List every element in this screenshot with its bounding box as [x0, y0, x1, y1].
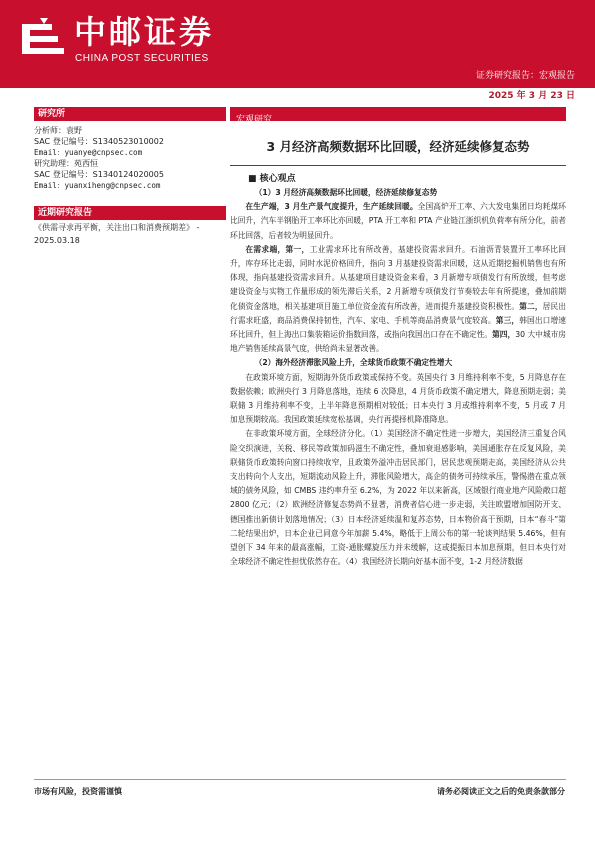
paragraph-policy: 在政策环境方面，短期海外货币政策或保持不变。英国央行 3 月维持利率不变，5 月降息存在数据依赖；欧洲央行 3 月降息落地，连续 6 次降息，4 月货币政策不确定增大，降息预期走弱；美联储 3 月维持利率不变，上半年降息预期相对较低；日本央行 3 月或维持利率不变，5 月或 7 月加息预期较高。我国政策延续宽松基调，央行再提择机降准降息。	[230, 372, 566, 425]
sidebar-recent	[34, 206, 226, 247]
china-post-logo-icon	[18, 16, 68, 60]
researchers-title: 研究所	[34, 107, 226, 121]
footer-disclaimer-note: 请务必阅读正文之后的免责条款部分	[437, 787, 565, 796]
footer-risk-note: 市场有风险，投资需谨慎	[34, 787, 122, 796]
assistant-email[interactable]: Email：yuanxiheng@cnpsec.com	[34, 181, 161, 190]
report-date: 2025 年 3 月 23 日	[488, 91, 575, 101]
footer-divider	[34, 779, 566, 780]
article-body	[230, 186, 566, 569]
core-heading: ■ 核心观点	[248, 174, 296, 184]
section-label-text: 宏观研究	[236, 115, 273, 125]
page-title: 3 月经济高频数据环比回暖，经济延续修复态势	[266, 139, 530, 154]
paragraph-non-policy: 在非政策环境方面，全球经济分化。（1）美国经济不确定性进一步增大，美国经济三重复合风险交织演进，关税、移民等政策加码滋生不确定性，叠加衰退感影响，美国通胀存在反复风险，美联储货币政策转向窗口持续收窄，且政策外溢冲击居民部门，居民悲观预期走高，美国经济从公共支出转向个人支出，短期流动风险上升，滞胀风险增大，高企的债务可持续承压，警惕潜在重点领域的债务风险，如 CMBS 违约率升至 6.2%，为 2022 年以来新高，区域银行商业地产风险敞口超 2800 亿元；（2）欧洲经济修复态势尚不显著，消费者信心进一步走弱，关注欧盟增加国防开支、德国推出新债计划落地情况；（3）日本经济延续温和复苏态势，日本物价高于预期，日本“春斗”第二轮结果出炉，日本企业已同意今年加薪 5.4%，略低于上周公布的第一轮谈判结果 5.46%，但有望创下 34 年来的最高涨幅，工资-通胀螺旋压力并未缓解，这或提振日本加息预期，但日本央行对全球经济不确定性担忧依然存在。（4）我国经济长期向好基本面不变，1-2 月经济数据	[230, 429, 566, 567]
analyst-sac: SAC 登记编号：S1340523010002	[34, 137, 164, 146]
section-label	[230, 107, 566, 125]
report-type: 证券研究报告：宏观报告	[475, 71, 575, 81]
paragraph-production: 在生产端，3 月生产景气度提升，生产延续回暖。全国高炉开工率、六大发电集团日均耗煤环比回升，汽车半钢胎开工率环比亦回暖，PTA 开工率和 PTA 产业链江浙织机负荷率有所分化，前者环比回落，后者较为明显回升。	[230, 202, 566, 240]
paragraph-demand: 在需求端，第一，工业需求环比有所改善，基建投资需求回升。石油沥青装置开工率环比回升，库存环比走弱，同时水泥价格回升，指向 3 月基建投资需求回暖，这从近期挖掘机销售也有所体现，指向基建投资需求回升。从基建项目建设资金来看，3 月新增专项债发行有所放缓，但考虑建设资金与实物工作量形成的领先滞后关系，2 月新增专项债发行节奏较去年有所提速，叠加前期化债资金落地，相关基建项目施工单位资金流有所改善，进而提升基建投资积极性。第二，居民出行需求旺盛，商品消费保持韧性，汽车、家电、手机等商品消费景气度较高。第三，韩国出口增速环比回升，但上海出口集装箱运价指数回落，或指向我国出口存在不确定性。第四，30 大中城市房地产销售延续高景气度，供给尚未显著改善。	[230, 244, 566, 354]
analyst-name: 分析师：袁野	[34, 126, 82, 135]
core-bullet-icon: ■	[248, 174, 260, 184]
recent-report-link[interactable]: 《供需寻求再平衡，关注出口和消费预期差》 - 2025.03.18	[34, 223, 200, 245]
brand-name-en: CHINA POST SECURITIES	[75, 53, 209, 64]
recent-reports-title: 近期研究报告	[34, 206, 226, 220]
assistant-sac: SAC 登记编号：S1340124020005	[34, 170, 164, 179]
report-header	[0, 0, 595, 88]
point-heading-1: （1）3 月经济高频数据环比回暖，经济延续修复态势	[254, 188, 438, 197]
analyst-email[interactable]: Email：yuanye@cnpsec.com	[34, 148, 143, 157]
assistant-name: 研究助理：苑西恒	[34, 159, 98, 168]
sidebar-researchers	[34, 107, 226, 191]
point-heading-2: （2）海外经济滞胀风险上升，全球货币政策不确定性增大	[254, 358, 453, 368]
brand-name-cn: 中邮证券	[74, 13, 215, 51]
title-divider	[230, 165, 566, 166]
